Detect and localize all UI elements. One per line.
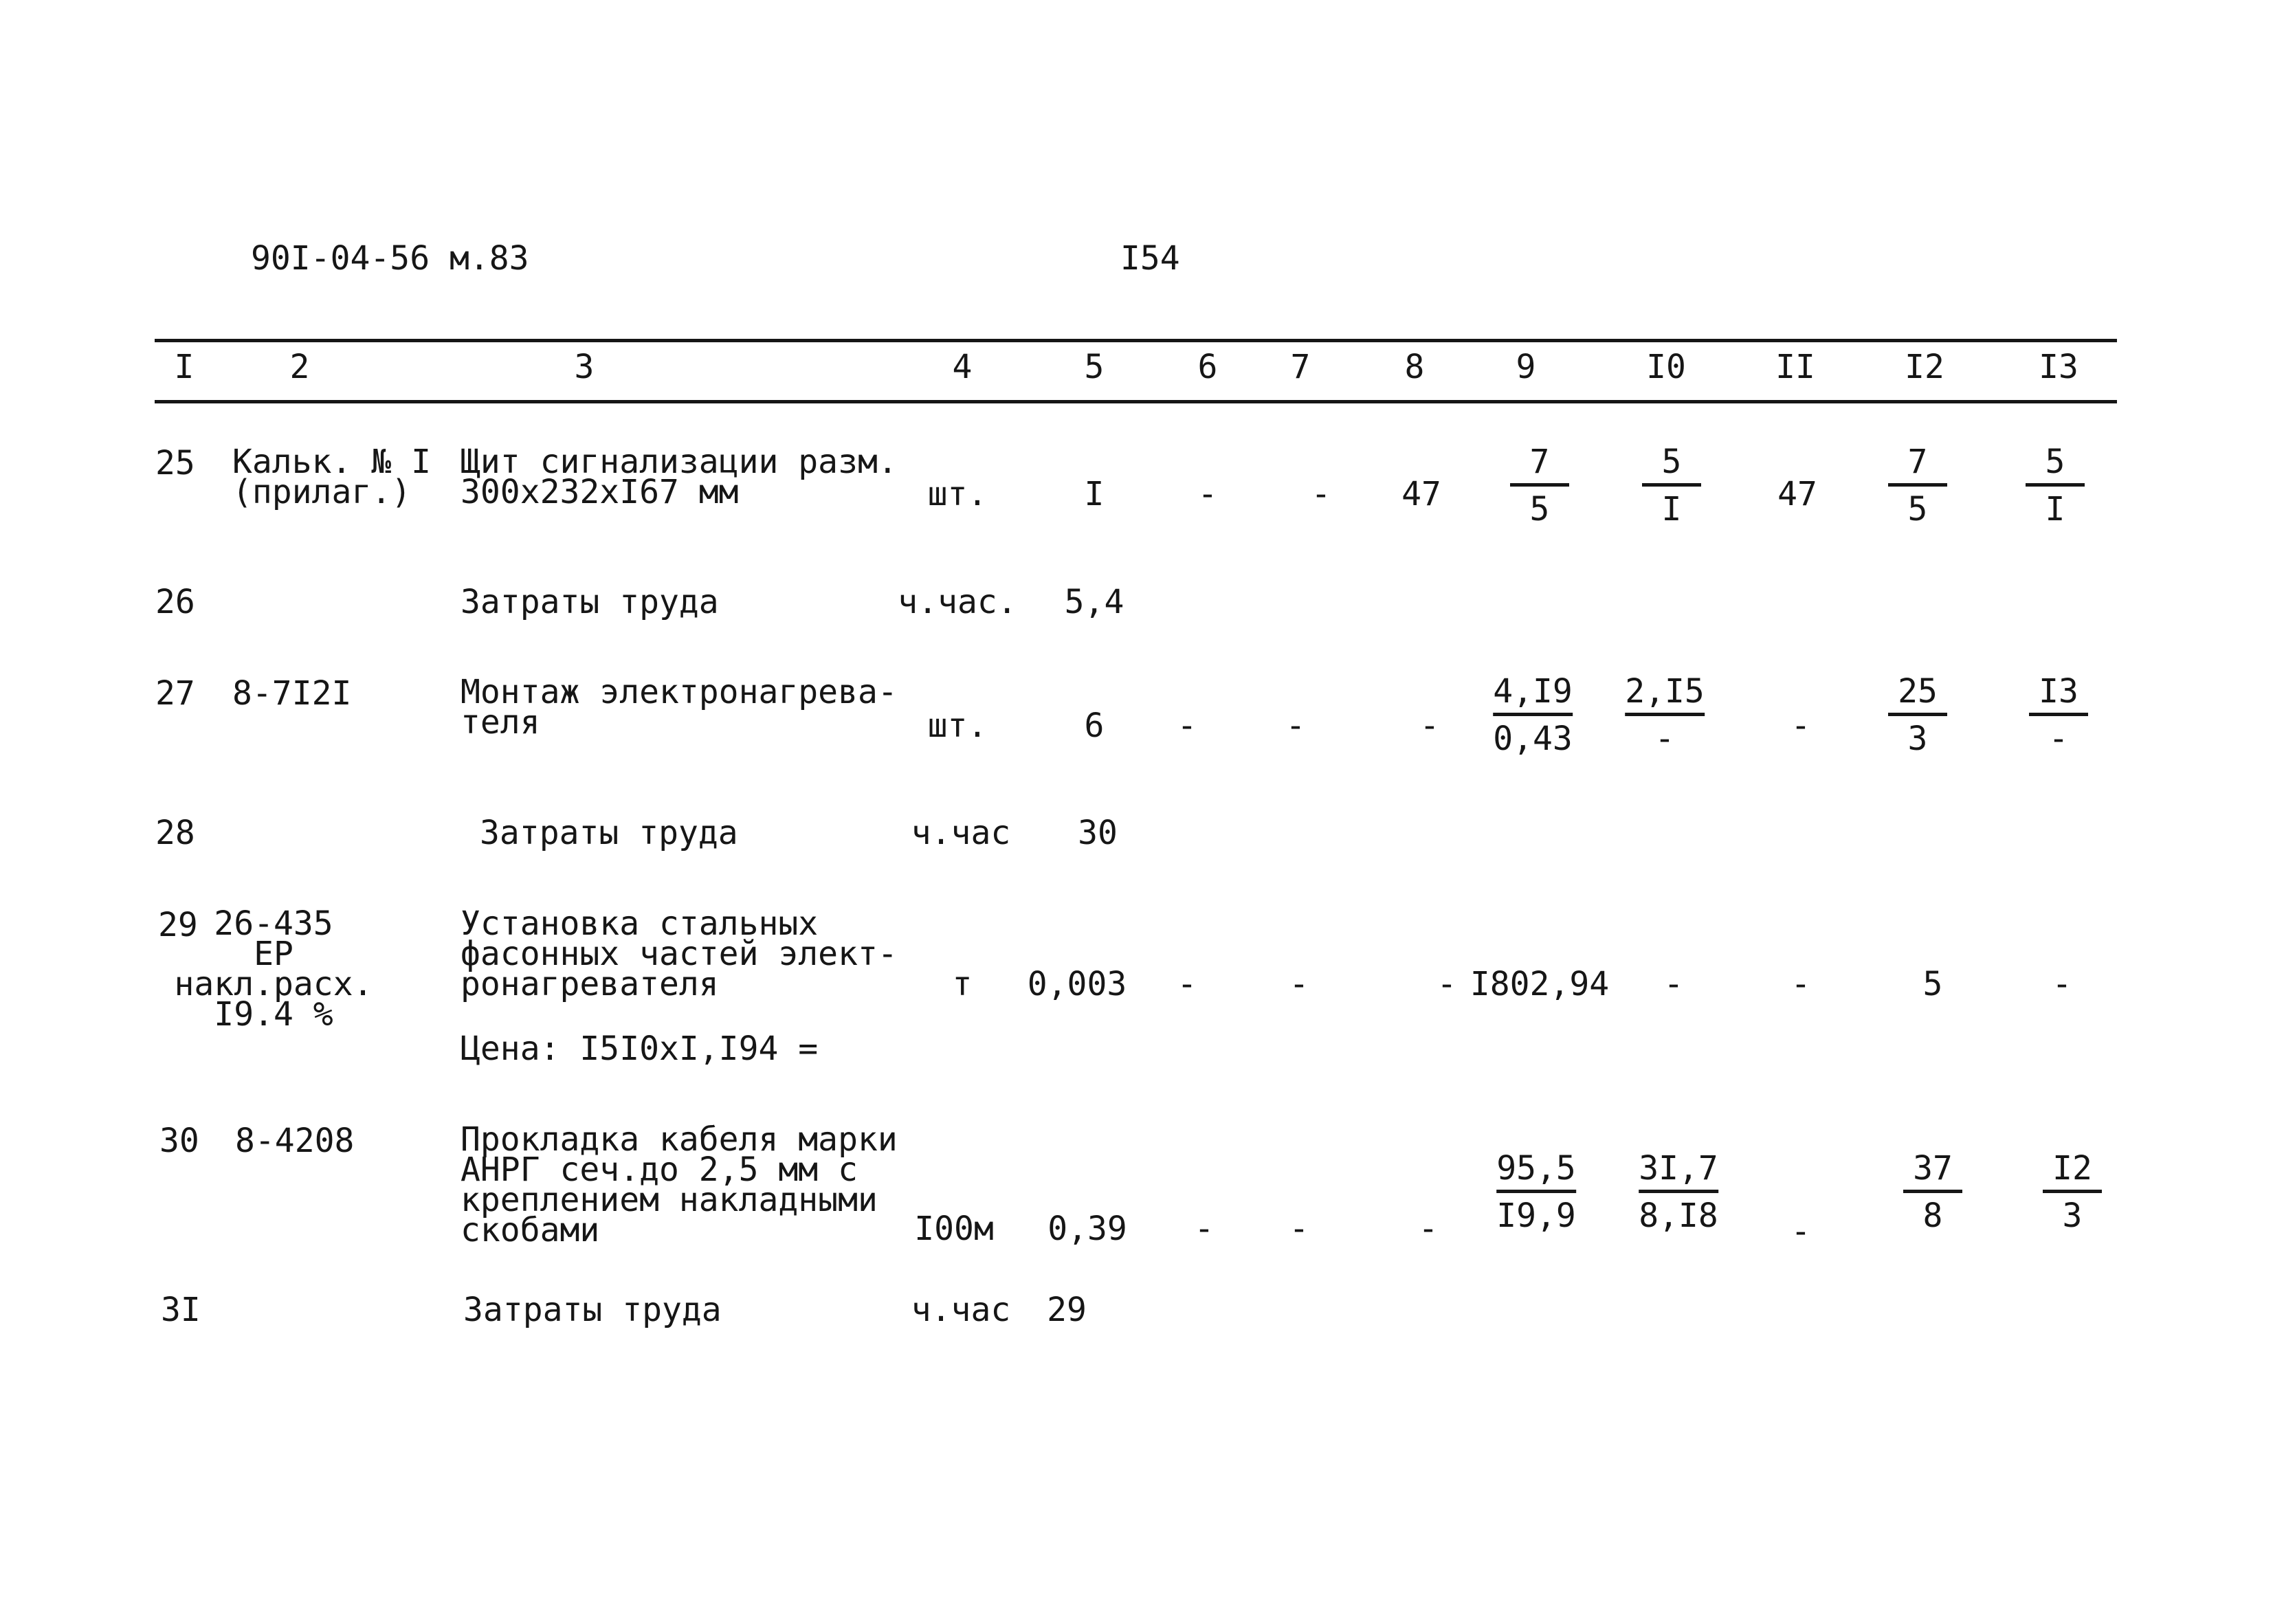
row-col9-fraction: 7 5: [1510, 445, 1569, 526]
row-code: 26-435 ЕР накл.расх. I9.4 %: [174, 904, 373, 1034]
row-col8: 47: [1401, 475, 1441, 513]
row-unit: ч.час: [911, 1291, 1011, 1329]
row-col9-fraction: 95,5 I9,9: [1496, 1149, 1576, 1235]
row-unit: шт.: [927, 475, 988, 513]
column-header: 8: [1404, 348, 1425, 386]
row-col12-fraction: 25 3: [1888, 675, 1947, 755]
column-header: 2: [289, 348, 310, 386]
row-price-formula: Цена: I5I0xI,I94 =: [461, 1030, 819, 1068]
column-header: I2: [1905, 348, 1944, 386]
row-quantity: I: [1084, 475, 1105, 513]
row-col6: -: [1194, 1210, 1215, 1248]
row-col12: 5: [1922, 965, 1943, 1003]
row-unit: ч.час: [911, 814, 1011, 852]
row-col9-fraction: 4,I9 0,43: [1493, 672, 1573, 758]
header-top-rule: [155, 339, 2117, 342]
column-header: I3: [2039, 348, 2078, 386]
page-number: I54: [1120, 239, 1180, 278]
row-col10-fraction: 3I,7 8,I8: [1639, 1149, 1718, 1235]
row-col11: -: [1790, 707, 1811, 745]
row-col10: -: [1663, 965, 1684, 1003]
column-header: I: [174, 348, 195, 386]
row-code: Кальк. № I (прилаг.): [232, 443, 431, 511]
row-unit: шт.: [927, 707, 988, 745]
row-col12-fraction: 7 5: [1888, 445, 1947, 526]
row-code: 8-7I2I: [232, 674, 352, 713]
row-col11: -: [1790, 1212, 1811, 1251]
row-col7: -: [1289, 1210, 1309, 1248]
row-unit: I00м: [914, 1210, 994, 1248]
row-number: 3I: [161, 1291, 201, 1329]
row-col10-fraction: 5 I: [1642, 445, 1701, 526]
document-code: 90I-04-56 м.83: [251, 239, 529, 278]
row-col7: -: [1311, 475, 1331, 513]
row-col8: -: [1418, 1210, 1439, 1248]
row-col11: 47: [1777, 475, 1817, 513]
row-col6: -: [1177, 965, 1197, 1003]
row-quantity: 30: [1078, 814, 1118, 852]
row-number: 25: [155, 444, 195, 482]
row-col12-fraction: 37 8: [1903, 1152, 1962, 1232]
row-col7: -: [1289, 965, 1309, 1003]
row-col10-fraction: 2,I5 -: [1625, 672, 1705, 758]
row-description: Прокладка кабеля марки АНРГ сеч.до 2,5 мм с креплением накладными скобами: [461, 1120, 898, 1249]
column-header: 3: [574, 348, 595, 386]
row-col6: -: [1177, 707, 1197, 745]
row-quantity: 0,003: [1027, 965, 1127, 1003]
row-number: 29: [158, 906, 198, 944]
row-quantity: 5,4: [1064, 583, 1124, 621]
row-number: 27: [155, 674, 195, 713]
row-number: 26: [155, 583, 195, 621]
row-col8: -: [1437, 965, 1457, 1003]
row-description: Затраты труда: [480, 814, 738, 852]
row-unit: ч.час.: [898, 583, 1017, 621]
column-header: 6: [1197, 348, 1218, 386]
row-quantity: 6: [1084, 707, 1105, 745]
row-quantity: 29: [1047, 1291, 1087, 1329]
row-col13-fraction: 5 I: [2026, 445, 2085, 526]
row-col9: I802,94: [1470, 965, 1610, 1003]
row-col6: -: [1197, 475, 1218, 513]
row-col7: -: [1285, 707, 1306, 745]
column-header: II: [1775, 348, 1815, 386]
row-number: 30: [159, 1122, 199, 1160]
column-header: I0: [1646, 348, 1686, 386]
row-description: Затраты труда: [461, 583, 719, 621]
row-description: Щит сигнализации разм. 300x232xI67 мм: [461, 443, 898, 511]
row-col8: -: [1419, 707, 1440, 745]
row-description: Затраты труда: [463, 1291, 722, 1329]
column-header: 5: [1084, 348, 1105, 386]
column-header: 7: [1290, 348, 1311, 386]
row-col11: -: [1790, 965, 1811, 1003]
row-col13-fraction: I2 3: [2043, 1152, 2102, 1232]
row-description: Установка стальных фасонных частей элект- ронагревателя: [461, 904, 898, 1003]
row-description: Монтаж электронагрева- теля: [461, 673, 898, 742]
row-number: 28: [155, 814, 195, 852]
row-col13-fraction: I3 -: [2029, 675, 2088, 755]
column-header: 4: [952, 348, 973, 386]
row-quantity: 0,39: [1047, 1210, 1127, 1248]
row-code: 8-4208: [235, 1122, 355, 1160]
row-col13: -: [2052, 965, 2072, 1003]
row-unit: т: [952, 965, 973, 1003]
column-header: 9: [1516, 348, 1536, 386]
header-bottom-rule: [155, 400, 2117, 403]
